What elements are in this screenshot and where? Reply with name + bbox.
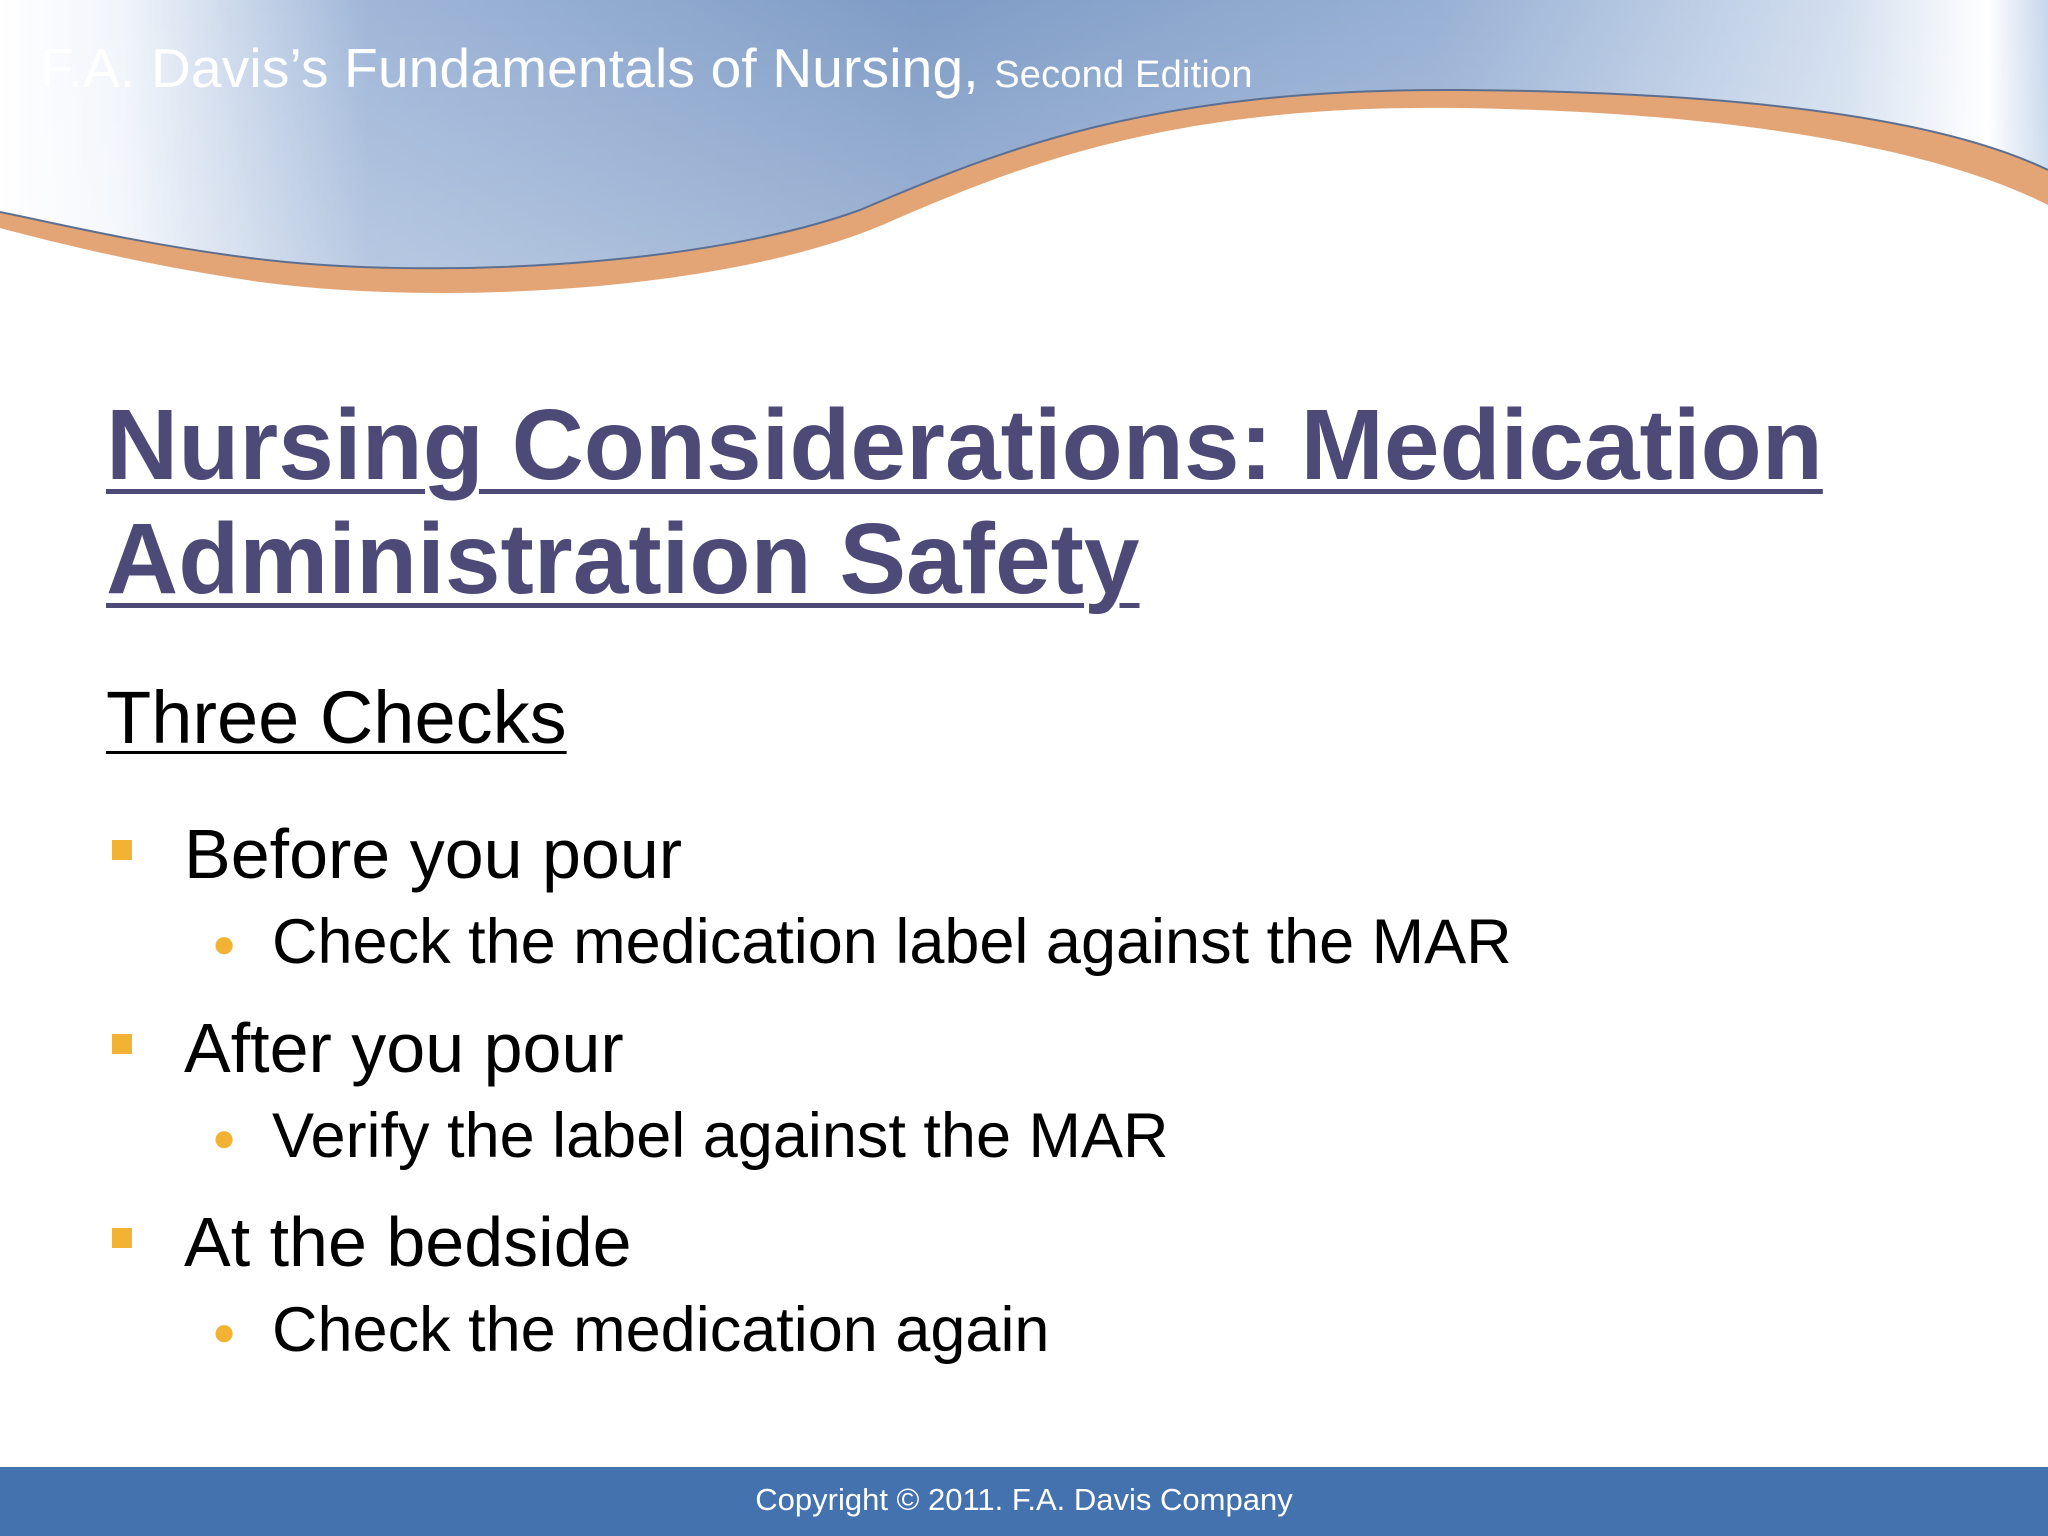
book-title-text: F.A. Davis’s Fundamentals of Nursing, [40, 37, 979, 99]
book-title [40, 36, 1253, 100]
copyright-text: Copyright © 2011. F.A. Davis Company [755, 1482, 1293, 1517]
subheading: Three Checks [106, 676, 567, 759]
sub-bullet-text: Check the medication label against the MAR [272, 907, 1512, 977]
round-bullet-icon: ● [212, 1116, 237, 1160]
edition-label: Second Edition [994, 54, 1253, 96]
square-bullet-icon [112, 840, 132, 860]
sub-bullet-text: Check the medication again [272, 1295, 1050, 1365]
round-bullet-icon: ● [212, 1310, 237, 1354]
bullet-text: At the bedside [184, 1203, 632, 1281]
bullet-text: Before you pour [184, 815, 683, 893]
square-bullet-icon [112, 1228, 132, 1248]
sub-bullet-text: Verify the label against the MAR [272, 1101, 1169, 1171]
slide-title: Nursing Considerations: Medication Administration Safety [106, 389, 1823, 615]
bullet-text: After you pour [184, 1009, 624, 1087]
round-bullet-icon: ● [212, 922, 237, 966]
square-bullet-icon [112, 1034, 132, 1054]
